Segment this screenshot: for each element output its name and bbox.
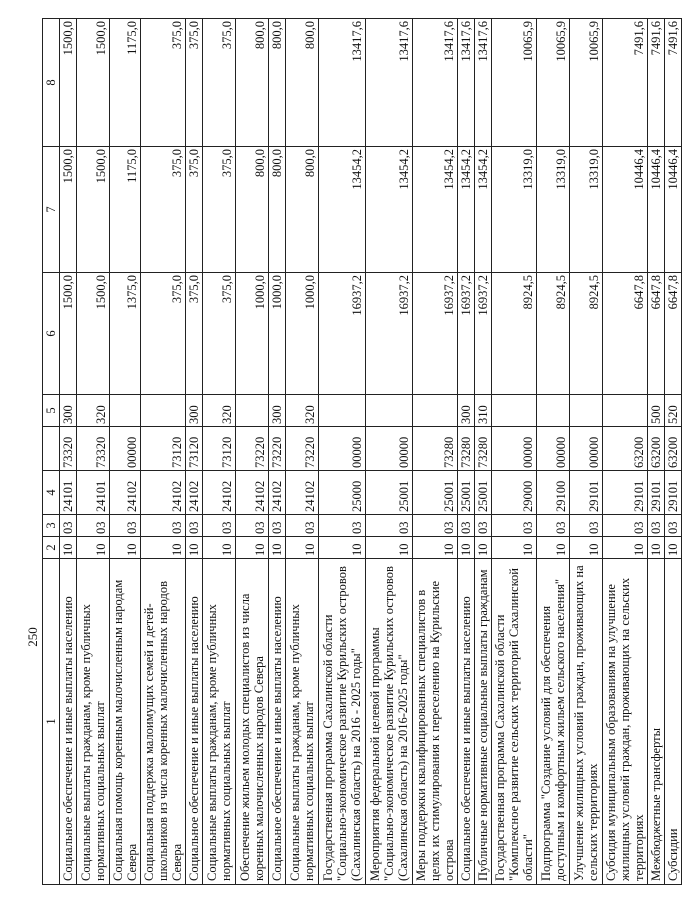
row-expense-type <box>492 395 537 427</box>
row-target-article-2: 73120 <box>141 427 186 471</box>
row-subsection: 03 <box>236 515 269 537</box>
row-amount-col-7: 375,0 <box>203 147 236 273</box>
row-amount-col-7: 1500,0 <box>60 147 77 273</box>
row-amount-col-6: 1500,0 <box>60 273 77 395</box>
row-target-article-2: 73120 <box>186 427 203 471</box>
row-target-article-2: 00000 <box>366 427 413 471</box>
row-target-article-1: 24102 <box>286 471 319 515</box>
row-amount-col-7: 13319,0 <box>570 147 603 273</box>
row-subsection: 03 <box>570 515 603 537</box>
row-amount-col-7: 800,0 <box>286 147 319 273</box>
row-target-article-1: 24102 <box>203 471 236 515</box>
table-row <box>570 19 603 885</box>
header-col-1: 1 <box>43 559 60 885</box>
row-section: 10 <box>458 537 475 559</box>
header-col-7: 7 <box>43 147 60 273</box>
row-subsection: 03 <box>603 515 648 537</box>
row-target-article-1: 24102 <box>269 471 286 515</box>
row-amount-col-8: 13417,6 <box>413 19 458 147</box>
row-subsection: 03 <box>458 515 475 537</box>
table-row <box>458 19 475 885</box>
table-row <box>366 19 413 885</box>
table-row <box>537 19 570 885</box>
row-amount-col-6: 16937,2 <box>475 273 492 395</box>
row-name: Социальная помощь коренным малочисленным народам Севера <box>110 559 141 885</box>
row-expense-type <box>570 395 603 427</box>
row-amount-col-7: 375,0 <box>141 147 186 273</box>
row-name: Обеспечение жильем молодых специалистов из числа коренных малочисленных народов Севера <box>236 559 269 885</box>
row-section: 10 <box>60 537 77 559</box>
row-target-article-1: 25000 <box>319 471 366 515</box>
table-row <box>286 19 319 885</box>
row-amount-col-8: 10065,9 <box>492 19 537 147</box>
row-subsection: 03 <box>319 515 366 537</box>
row-name: Социальные выплаты гражданам, кроме публичных нормативных социальных выплат <box>77 559 110 885</box>
budget-table <box>42 18 682 885</box>
row-amount-col-7: 13454,2 <box>366 147 413 273</box>
row-name: Субсидии <box>665 559 682 885</box>
rotated-page <box>25 19 680 885</box>
row-target-article-1: 25001 <box>458 471 475 515</box>
table-row <box>77 19 110 885</box>
row-section: 10 <box>236 537 269 559</box>
row-target-article-1: 24102 <box>186 471 203 515</box>
row-amount-col-8: 1175,0 <box>110 19 141 147</box>
row-expense-type: 500 <box>648 395 665 427</box>
row-target-article-2: 00000 <box>319 427 366 471</box>
header-col-4b <box>43 427 60 471</box>
row-amount-col-7: 13454,2 <box>413 147 458 273</box>
row-amount-col-8: 7491,6 <box>648 19 665 147</box>
table-row <box>110 19 141 885</box>
table-row <box>60 19 77 885</box>
row-section: 10 <box>203 537 236 559</box>
row-amount-col-7: 13319,0 <box>492 147 537 273</box>
row-target-article-1: 25001 <box>413 471 458 515</box>
row-target-article-1: 29000 <box>492 471 537 515</box>
row-amount-col-6: 16937,2 <box>319 273 366 395</box>
row-expense-type: 300 <box>458 395 475 427</box>
table-body <box>60 19 682 885</box>
row-amount-col-6: 8924,5 <box>492 273 537 395</box>
row-amount-col-8: 13417,6 <box>475 19 492 147</box>
row-expense-type: 300 <box>60 395 77 427</box>
row-target-article-1: 24101 <box>77 471 110 515</box>
row-name: Социальное обеспечение и иные выплаты населению <box>269 559 286 885</box>
header-col-6: 6 <box>43 273 60 395</box>
row-amount-col-8: 375,0 <box>141 19 186 147</box>
row-target-article-2: 73120 <box>203 427 236 471</box>
row-amount-col-7: 13454,2 <box>458 147 475 273</box>
row-amount-col-7: 10446,4 <box>648 147 665 273</box>
row-amount-col-6: 1500,0 <box>77 273 110 395</box>
row-section: 10 <box>186 537 203 559</box>
table-row <box>413 19 458 885</box>
row-amount-col-6: 1375,0 <box>110 273 141 395</box>
row-target-article-1: 25001 <box>366 471 413 515</box>
row-name: Публичные нормативные социальные выплаты гражданам <box>475 559 492 885</box>
row-amount-col-6: 1000,0 <box>269 273 286 395</box>
row-amount-col-7: 13319,0 <box>537 147 570 273</box>
row-expense-type: 300 <box>269 395 286 427</box>
row-amount-col-8: 13417,6 <box>366 19 413 147</box>
row-name: Меры поддержки квалифицированных специалистов в целях их стимулирования к переселению на Курильские острова <box>413 559 458 885</box>
row-amount-col-6: 6647,8 <box>603 273 648 395</box>
row-section: 10 <box>648 537 665 559</box>
row-target-article-1: 24102 <box>141 471 186 515</box>
row-section: 10 <box>366 537 413 559</box>
row-subsection: 03 <box>269 515 286 537</box>
row-amount-col-8: 13417,6 <box>319 19 366 147</box>
row-amount-col-7: 1500,0 <box>77 147 110 273</box>
row-amount-col-6: 375,0 <box>186 273 203 395</box>
row-name: Государственная программа Сахалинской области "Социально-экономическое развитие Курильских островов (Сахалинская область) на 2016 - 2025 годы" <box>319 559 366 885</box>
row-amount-col-6: 16937,2 <box>413 273 458 395</box>
row-amount-col-8: 375,0 <box>203 19 236 147</box>
row-expense-type: 320 <box>203 395 236 427</box>
table-row <box>269 19 286 885</box>
row-subsection: 03 <box>286 515 319 537</box>
row-expense-type <box>141 395 186 427</box>
row-target-article-2: 00000 <box>570 427 603 471</box>
row-name: Социальное обеспечение и иные выплаты населению <box>186 559 203 885</box>
row-section: 10 <box>77 537 110 559</box>
row-name: Межбюджетные трансферты <box>648 559 665 885</box>
row-target-article-2: 73220 <box>286 427 319 471</box>
row-amount-col-7: 13454,2 <box>475 147 492 273</box>
row-amount-col-8: 1500,0 <box>60 19 77 147</box>
row-amount-col-8: 375,0 <box>186 19 203 147</box>
row-target-article-2: 73220 <box>269 427 286 471</box>
row-section: 10 <box>413 537 458 559</box>
page-number: 250 <box>25 627 40 647</box>
row-target-article-1: 24101 <box>60 471 77 515</box>
header-col-5: 5 <box>43 395 60 427</box>
row-amount-col-8: 7491,6 <box>603 19 648 147</box>
row-subsection: 03 <box>475 515 492 537</box>
row-amount-col-7: 800,0 <box>269 147 286 273</box>
row-amount-col-8: 1500,0 <box>77 19 110 147</box>
row-amount-col-8: 10065,9 <box>570 19 603 147</box>
row-amount-col-7: 1175,0 <box>110 147 141 273</box>
row-subsection: 03 <box>141 515 186 537</box>
header-row <box>43 19 60 885</box>
table-row <box>203 19 236 885</box>
row-name: Социальное обеспечение и иные выплаты населению <box>458 559 475 885</box>
row-amount-col-8: 800,0 <box>269 19 286 147</box>
row-target-article-2: 63200 <box>603 427 648 471</box>
row-target-article-2: 73280 <box>458 427 475 471</box>
row-section: 10 <box>269 537 286 559</box>
row-target-article-1: 25001 <box>475 471 492 515</box>
row-expense-type <box>110 395 141 427</box>
row-section: 10 <box>603 537 648 559</box>
row-section: 10 <box>319 537 366 559</box>
row-target-article-1: 29101 <box>603 471 648 515</box>
row-name: Субсидия муниципальным образованиям на улучшение жилищных условий граждан, проживающих на сельских территориях <box>603 559 648 885</box>
row-section: 10 <box>141 537 186 559</box>
header-col-4: 4 <box>43 471 60 515</box>
header-col-3: 3 <box>43 515 60 537</box>
row-section: 10 <box>492 537 537 559</box>
row-subsection: 03 <box>366 515 413 537</box>
table-row <box>665 19 682 885</box>
row-target-article-2: 73280 <box>475 427 492 471</box>
row-amount-col-8: 7491,6 <box>665 19 682 147</box>
row-name: Социальные выплаты гражданам, кроме публичных нормативных социальных выплат <box>203 559 236 885</box>
row-section: 10 <box>475 537 492 559</box>
row-expense-type <box>236 395 269 427</box>
row-section: 10 <box>537 537 570 559</box>
row-name: Социальные выплаты гражданам, кроме публичных нормативных социальных выплат <box>286 559 319 885</box>
table-row <box>141 19 186 885</box>
row-expense-type: 320 <box>77 395 110 427</box>
row-subsection: 03 <box>186 515 203 537</box>
row-amount-col-6: 6647,8 <box>648 273 665 395</box>
row-expense-type: 300 <box>186 395 203 427</box>
row-expense-type: 310 <box>475 395 492 427</box>
row-target-article-2: 73280 <box>413 427 458 471</box>
row-target-article-2: 63200 <box>648 427 665 471</box>
row-target-article-1: 29101 <box>665 471 682 515</box>
row-amount-col-8: 13417,6 <box>458 19 475 147</box>
row-subsection: 03 <box>203 515 236 537</box>
table-row <box>186 19 203 885</box>
row-target-article-2: 00000 <box>110 427 141 471</box>
row-target-article-2: 73320 <box>60 427 77 471</box>
row-expense-type: 320 <box>286 395 319 427</box>
row-target-article-1: 24102 <box>236 471 269 515</box>
row-amount-col-6: 16937,2 <box>366 273 413 395</box>
row-amount-col-8: 800,0 <box>286 19 319 147</box>
row-amount-col-7: 800,0 <box>236 147 269 273</box>
row-amount-col-6: 1000,0 <box>286 273 319 395</box>
table-row <box>236 19 269 885</box>
row-subsection: 03 <box>413 515 458 537</box>
row-target-article-2: 73220 <box>236 427 269 471</box>
row-section: 10 <box>110 537 141 559</box>
row-target-article-2: 73320 <box>77 427 110 471</box>
row-target-article-1: 29100 <box>537 471 570 515</box>
row-target-article-2: 00000 <box>492 427 537 471</box>
row-expense-type <box>413 395 458 427</box>
row-amount-col-8: 10065,9 <box>537 19 570 147</box>
row-amount-col-6: 8924,5 <box>537 273 570 395</box>
row-subsection: 03 <box>492 515 537 537</box>
row-section: 10 <box>286 537 319 559</box>
row-section: 10 <box>665 537 682 559</box>
row-subsection: 03 <box>665 515 682 537</box>
table-row <box>475 19 492 885</box>
header-col-8: 8 <box>43 19 60 147</box>
row-target-article-2: 63200 <box>665 427 682 471</box>
row-amount-col-6: 16937,2 <box>458 273 475 395</box>
row-amount-col-6: 375,0 <box>203 273 236 395</box>
row-target-article-2: 00000 <box>537 427 570 471</box>
row-expense-type <box>366 395 413 427</box>
row-subsection: 03 <box>60 515 77 537</box>
table-row <box>319 19 366 885</box>
row-amount-col-6: 8924,5 <box>570 273 603 395</box>
row-section: 10 <box>570 537 603 559</box>
table-row <box>603 19 648 885</box>
row-name: Социальное обеспечение и иные выплаты населению <box>60 559 77 885</box>
row-amount-col-6: 375,0 <box>141 273 186 395</box>
row-name: Подпрограмма "Создание условий для обеспечения доступным и комфортным жильем сельского населения" <box>537 559 570 885</box>
row-expense-type <box>603 395 648 427</box>
row-name: Мероприятия федеральной целевой программы "Социально-экономическое развитие Курильских островов (Сахалинская область) на 2016-2025 годы" <box>366 559 413 885</box>
row-amount-col-8: 800,0 <box>236 19 269 147</box>
row-subsection: 03 <box>537 515 570 537</box>
row-name: Социальная поддержка малоимущих семей и детей-школьников из числа коренных малочисленных народов Севера <box>141 559 186 885</box>
row-amount-col-6: 6647,8 <box>665 273 682 395</box>
row-amount-col-6: 1000,0 <box>236 273 269 395</box>
row-target-article-1: 29101 <box>570 471 603 515</box>
row-amount-col-7: 375,0 <box>186 147 203 273</box>
row-target-article-1: 29101 <box>648 471 665 515</box>
table-row <box>648 19 665 885</box>
row-subsection: 03 <box>648 515 665 537</box>
row-expense-type <box>537 395 570 427</box>
row-subsection: 03 <box>110 515 141 537</box>
row-amount-col-7: 10446,4 <box>665 147 682 273</box>
row-amount-col-7: 10446,4 <box>603 147 648 273</box>
row-subsection: 03 <box>77 515 110 537</box>
row-expense-type: 520 <box>665 395 682 427</box>
row-expense-type <box>319 395 366 427</box>
row-name: Улучшение жилищных условий граждан, проживающих на сельских территориях <box>570 559 603 885</box>
row-amount-col-7: 13454,2 <box>319 147 366 273</box>
row-name: Государственная программа Сахалинской области "Комплексное развитие сельских территорий Сахалинской области" <box>492 559 537 885</box>
header-col-2: 2 <box>43 537 60 559</box>
row-target-article-1: 24102 <box>110 471 141 515</box>
table-row <box>492 19 537 885</box>
